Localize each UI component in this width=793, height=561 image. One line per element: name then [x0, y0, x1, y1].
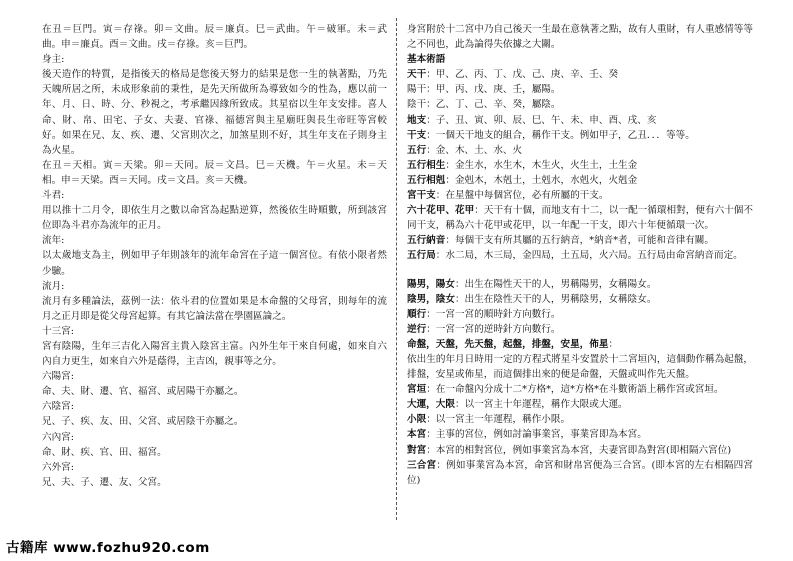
term-entry — [407, 67, 753, 82]
term-label: 三合宮 — [407, 459, 437, 471]
left-paragraph: 後天造作的特質，是指後天的格局是您後天努力的結果是您一生的執著點，乃先天魄所居之所，未成形象前的秉性，是先天所做所為導致如今的性為，應以前一年、月、日、時、分、秒視之，考承繼因緣所致成。其星宿以生年支安排。喜人命、財、帛、田宅、子女、夫妻、官祿、福德宮與主星廟旺與長生帝旺等宮較好。如果在兄、友、疾、遷、父宮則次之，加煞星則不好，其生年支在子則身主為火星。 — [42, 69, 387, 156]
term-label: 六十花甲、花甲 — [407, 205, 475, 217]
left-paragraph: 十三宮: — [42, 325, 75, 337]
term-definition: ：水二局，木三局，金四局，土五局，火六局。五行局由命宮納音而定。 — [435, 250, 743, 262]
term-entry — [407, 352, 753, 382]
term-definition: ：在星盤中每個宮位，必有所屬的干支。 — [435, 190, 609, 202]
terms-heading: 基本術語 — [407, 54, 446, 66]
term-label: 命盤，天盤，先天盤，起盤，排盤，安星，佈星 — [407, 338, 609, 350]
term-label: 宮垣 — [407, 384, 427, 396]
term-definition: ：天干有十個，而地支有十二，以一配一循環相對，便有六十個不同干支，稱為六十花甲或花甲，以一年配一干支，即六十年便循環一次。 — [407, 205, 753, 232]
left-paragraph: 兄、夫、子、遷、友、父宮。 — [42, 476, 167, 488]
term-entry — [407, 412, 753, 427]
term-definition: ：一宮一宮的順時針方向數行。 — [426, 308, 561, 320]
left-paragraph: 身主: — [42, 54, 65, 66]
term-definition: ：一宮一宮的逆時針方向數行。 — [426, 323, 561, 335]
term-entry — [407, 158, 753, 173]
term-entry — [407, 173, 753, 188]
term-definition: ：子、丑、寅、卯、辰、巳、午、未、申、酉、戌、亥 — [426, 114, 657, 126]
site-watermark[interactable]: 古籍库 www.fozhu920.com — [6, 540, 210, 556]
term-entry — [407, 233, 753, 248]
term-definition: ：主事的宮位，例如討論事業宮，事業宮即為本宮。 — [426, 429, 647, 441]
term-definition: ：金、木、土、水、火 — [426, 144, 523, 156]
term-label: 陰男，陰女 — [407, 293, 455, 305]
term-label: 地支 — [407, 114, 427, 126]
left-paragraph: 六陽宮: — [42, 371, 75, 383]
right-intro: 身宮附於十二宮中乃自己後天一生最在意執著之點，故有人重財，有人重感情等等之不同也，此為論得失依據之大關。 — [407, 24, 753, 51]
term-entry — [407, 337, 753, 352]
term-entry — [407, 443, 753, 458]
left-paragraph: 用以推十二月令，即依生月之數以命宮為起點逆算，然後依生時順數，所到該宮位即為斗君亦為流年的正月。 — [42, 205, 387, 232]
term-label: 五行納音 — [407, 235, 446, 247]
term-label: 陽男，陽女 — [407, 278, 455, 290]
term-definition: ：例如事業宮為本宮，命宮和財帛宮便為三合宮。(即本宮的左右相隔四宮位) — [407, 459, 753, 486]
term-entry — [407, 322, 753, 337]
left-paragraph: 斗君: — [42, 190, 65, 202]
term-definition: ：以一宮主一年運程，稱作小限。 — [426, 414, 571, 426]
term-definition: ：甲、乙、丙、丁、戊、己、庚、辛、壬、癸 — [426, 69, 619, 81]
left-paragraph: 流月: — [42, 280, 65, 292]
left-paragraph: 在丑＝巨門。寅＝存祿。卯＝文曲。辰＝廉貞。巳＝武曲。午＝破軍。未＝武曲。申＝廉貞。酉＝文曲。戌＝存祿。亥＝巨門。 — [42, 24, 387, 51]
term-definition: ： — [608, 338, 619, 350]
term-label: 宮干支 — [407, 190, 436, 202]
term-label: 順行 — [407, 308, 427, 320]
term-label: 天干 — [407, 69, 427, 81]
left-paragraph: 兄、子、疾、友、田、父宮、或居陰干亦屬之。 — [42, 416, 244, 428]
term-entry — [407, 458, 753, 488]
term-definition: 陽干：甲、丙、戊、庚、壬，屬陽。 — [407, 84, 561, 96]
term-entry — [407, 143, 753, 158]
term-definition: 陰干：乙、丁、己、辛、癸，屬陰。 — [407, 99, 561, 111]
term-definition: ：以一宮主十年運程，稱作大限或大運。 — [454, 399, 628, 411]
term-label: 五行局 — [407, 250, 436, 262]
term-entry — [407, 203, 753, 233]
term-definition: ：本宮的相對宮位，例如事業宮為本宮，夫妻宮即為對宮(即相隔六宮位) — [426, 444, 732, 456]
term-label: 大運，大限 — [407, 399, 455, 411]
left-paragraph: 六外宮: — [42, 461, 75, 473]
term-entry — [407, 248, 753, 263]
left-column — [42, 22, 387, 490]
left-paragraph: 流月有多種論法，茲例一法：依斗君的位置如果是本命盤的父母宮，則每年的流月之正月即是從父母宮起算。有其它論法當在學園區論之。 — [42, 295, 387, 322]
term-definition: ：金生水，水生木，木生火，火生土，土生金 — [445, 159, 638, 171]
right-column — [407, 22, 753, 488]
term-label: 五行相生 — [407, 159, 446, 171]
left-paragraph: 命、財、疾、官、田、福宮。 — [42, 446, 167, 458]
term-entry — [407, 277, 753, 292]
term-entry — [407, 382, 753, 397]
left-paragraph: 在丑＝天相。寅＝天梁。卯＝天同。辰＝文昌。巳＝天機。午＝火星。未＝天相。申＝天梁。酉＝天同。戌＝文昌。亥＝天機。 — [42, 159, 387, 186]
term-definition: ：出生在陰性天干的人，男稱陰男，女稱陰女。 — [454, 293, 657, 305]
term-label: 對宮 — [407, 444, 427, 456]
term-definition: ：在一命盤內分成十二*方格*，這*方格*在斗數術語上稱作宮或宮垣。 — [426, 384, 724, 396]
term-definition: ：一個天干地支的組合，稱作干支。例如甲子，乙丑．．．等等。 — [426, 129, 695, 141]
term-definition: ：每個干支有所其屬的五行納音，*納音*者，可能和音律有關。 — [445, 235, 714, 247]
left-paragraph: 宮有陰陽，生年三吉化入陽宮主貴入陰宮主富。內外生年干來自何處，如來自六內自力更生，如來自六外是蔭得，主吉凶，親事等之分。 — [42, 340, 387, 368]
term-entry — [407, 82, 753, 97]
left-paragraph: 流年: — [42, 235, 65, 247]
left-paragraph: 六內宮: — [42, 431, 75, 443]
term-label: 小限 — [407, 414, 427, 426]
left-paragraph: 六陰宮: — [42, 401, 75, 413]
term-label: 五行相剋 — [407, 174, 446, 186]
term-label: 本宮 — [407, 429, 427, 441]
left-paragraph: 以太歲地支為主，例如甲子年則該年的流年命宮在子這一個宮位。有依小限者然少驗。 — [42, 250, 387, 277]
term-entry — [407, 427, 753, 442]
term-definition: 依出生的年月日時用一定的方程式將星斗安置於十二宮垣內，這個動作稱為起盤，排盤，安星或佈星，而這個排出來的便是命盤，天盤或叫作先天盤。 — [407, 353, 753, 381]
term-entry — [407, 292, 753, 307]
terms-list — [407, 67, 753, 488]
term-label: 干支 — [407, 129, 427, 141]
term-entry — [407, 128, 753, 143]
term-label: 逆行 — [407, 323, 427, 335]
term-entry — [407, 188, 753, 203]
term-entry — [407, 307, 753, 322]
term-definition: ：出生在陽性天干的人，男稱陽男，女稱陽女。 — [454, 278, 657, 290]
term-entry — [407, 397, 753, 412]
section-gap — [407, 264, 753, 277]
term-definition: ：金剋木，木剋土，土剋水，水剋火，火剋金 — [445, 174, 638, 186]
term-entry — [407, 113, 753, 128]
column-divider — [396, 18, 397, 520]
left-paragraph: 命、夫、財、遷、官、福宮、或居陽干亦屬之。 — [42, 386, 244, 398]
term-label: 五行 — [407, 144, 427, 156]
term-entry — [407, 97, 753, 112]
